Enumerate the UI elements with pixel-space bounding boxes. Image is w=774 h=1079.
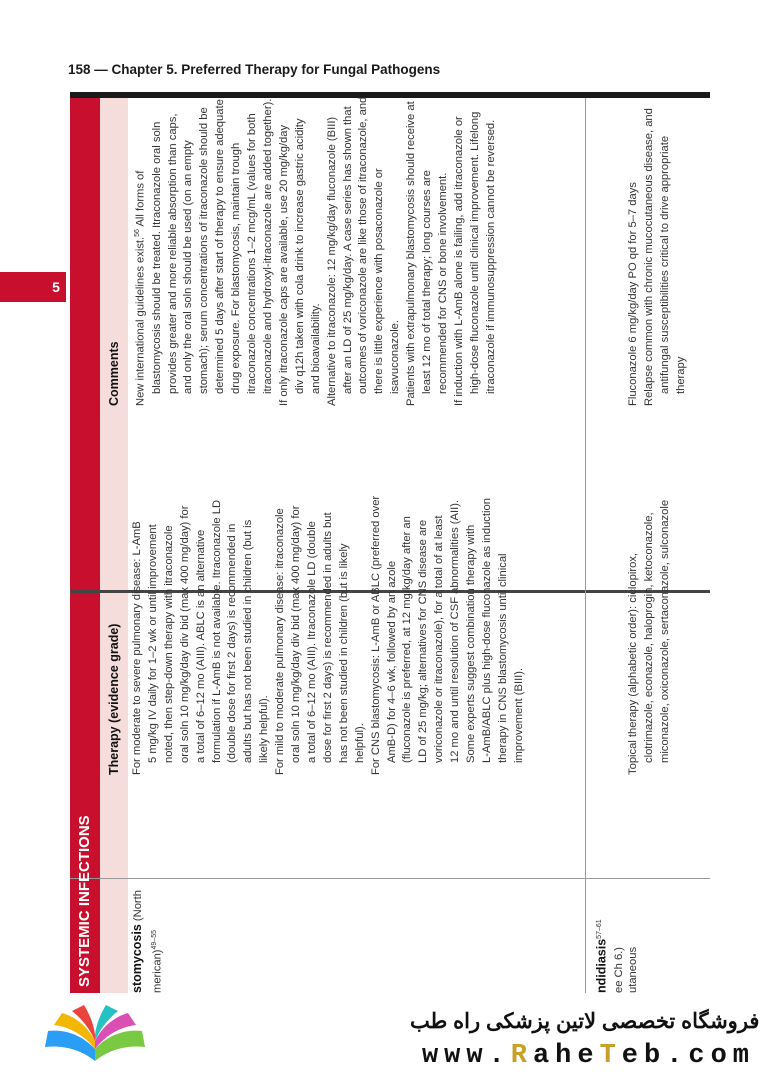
therapy-line: For CNS blastomycosis: L-AmB or ABLC (preferred over (369, 495, 382, 775)
blasto-name-line2: merican) (151, 949, 164, 993)
therapy-line: For moderate to severe pulmonary disease: L-AmB (131, 521, 143, 775)
comments-line: Alternative to itraconazole: 12 mg/kg/day fluconazole (BIII) (325, 116, 338, 406)
comments-line: high-dose fluconazole until clinical improvement. Lifelong (468, 111, 481, 394)
therapy-line: formulation if L-AmB is not available. Itraconazole LD (210, 499, 223, 763)
shop-name: فروشگاه تخصصی لاتین پزشکی راه طب (410, 1010, 760, 1033)
therapy-line: noted, then step-down therapy with itraconazole (162, 525, 175, 763)
candida-name: ndidiasis (594, 938, 609, 993)
blastomycosis-therapy-cell (130, 410, 528, 775)
therapy-line: has not been studied in children (but is likely (337, 543, 350, 763)
therapy-line: 5 mg/kg IV daily for 1–2 wk or until improvement (146, 524, 159, 763)
blasto-name: stomycosis (130, 924, 144, 993)
comments-line: recommended for CNS or bone involvement. (436, 172, 449, 394)
therapy-line: improvement (BIII). (512, 667, 525, 763)
comments-line: blastomycosis should be treated. Itraconazole oral soln (150, 121, 163, 394)
comments-line: after an LD of 25 mg/kg/day. A case series has shown that (341, 106, 354, 394)
comments-line: provides greater and more reliable absorption than caps, (166, 113, 179, 394)
rotated-table (70, 98, 710, 993)
candida-refs: 57–61 (596, 919, 603, 939)
comments-line: least 12 mo of total therapy; long courses are (421, 170, 434, 394)
comments-ref: 56 (134, 229, 141, 237)
cutaneous-name: utaneous (627, 946, 639, 993)
therapy-line: (fluconazole is preferred, at 12 mg/kg/day after an (401, 516, 414, 763)
therapy-line: helpful). (353, 723, 366, 763)
blasto-refs: 49–55 (150, 930, 158, 950)
therapy-line: AmB-D) for 4–6 wk, followed by an azole (385, 560, 398, 763)
candidiasis-name-cell (592, 783, 628, 993)
comments-line: therapy (674, 356, 687, 394)
therapy-line: therapy in CNS blastomycosis until clinical (496, 553, 509, 763)
comments-line: and only the oral soln should be used (on an empty (182, 140, 195, 394)
comments-line: div q12h taken with cola drink to increase gastric acidity (293, 118, 306, 394)
comments-line: drug exposure. For blastomycosis, maintain trough (230, 142, 243, 394)
comments-line: Fluconazole 6 mg/kg/day PO qd for 5–7 days (627, 182, 639, 406)
therapy-line: a total of 6–12 mo (AIII). Itraconazole LD (double (305, 521, 318, 763)
watermark-footer (0, 993, 774, 1079)
comments-line: there is little experience with posaconazole or (373, 168, 386, 394)
comments-line: itraconazole and hydroxyl-itraconazole are added together). (261, 98, 274, 394)
therapy-line: clotrimazole, econazole, haloprogin, ketoconazole, (642, 512, 655, 763)
therapy-line: voriconazole or itraconazole), for a total of at least (433, 515, 446, 763)
blasto-name-suffix: (North (132, 890, 144, 925)
therapy-line: For mild to moderate pulmonary disease: itraconazole (274, 508, 287, 775)
header-comments: Comments (107, 341, 121, 406)
comments-line: Relapse common with chronic mucocutaneous disease, and (642, 108, 655, 406)
chapter-tab-number: 5 (52, 279, 60, 295)
comments-line-tail: All forms of (134, 170, 147, 230)
therapy-line: oral soln 10 mg/kg/day div bid (max 400 mg/day) for (290, 505, 303, 763)
header-therapy: Therapy (evidence grade) (107, 623, 121, 775)
cutaneous-therapy-cell (626, 410, 674, 775)
url-suffix: .com (666, 1041, 755, 1071)
url-ahe: ahe (532, 1041, 600, 1071)
comments-line: antifungal susceptibilities critical to drive appropriate (658, 135, 671, 394)
comments-line: stomach); serum concentrations of itraconazole should be (198, 107, 211, 394)
therapy-line: 12 mo and until resolution of CSF abnormalities (AII). (449, 499, 462, 763)
comments-line: If induction with L-AmB alone is failing, add itraconazole or (452, 116, 465, 406)
therapy-line: a total of 6–12 mo (AIII). ABLC is an alternative (194, 529, 207, 763)
comments-line: determined 5 days after start of therapy to ensure adequate (214, 99, 227, 394)
therapy-line: miconazole, oxiconazole, sertaconazole, sulconazole (658, 499, 671, 763)
therapy-line: oral soln 10 mg/kg/day div bid (max 400 mg/day) for (178, 505, 191, 763)
url-eb: eb (621, 1041, 667, 1071)
therapy-line: LD of 25 mg/kg; alternatives for CNS disease are (417, 519, 430, 763)
comments-line: itraconazole concentrations 1–2 mcg/mL (values for both (246, 113, 259, 394)
section-title: SYSTEMIC INFECTIONS (76, 815, 93, 987)
therapy-line: Topical therapy (alphabetic order): ciclopirox, (627, 553, 639, 775)
url-letter-r: R (510, 1041, 533, 1071)
cutaneous-name-cell (626, 783, 642, 993)
comments-line: isavuconazole. (389, 319, 402, 394)
comments-line: Patients with extrapulmonary blastomycosis should receive at (405, 101, 418, 406)
therapy-line: adults but has not been studied in children (but is (242, 519, 255, 763)
comments-line: New international guidelines exist. (134, 236, 147, 406)
therapy-line: (double dose for first 2 days) is recommended in (226, 523, 239, 763)
therapy-line: Some experts suggest combination therapy with (465, 524, 478, 763)
comments-line: itraconazole if immunosuppression cannot be reversed. (484, 119, 497, 394)
url-letter-t: T (599, 1041, 622, 1071)
shop-url (395, 1041, 755, 1071)
blastomycosis-name-cell (130, 783, 167, 993)
page-header: 158 — Chapter 5. Preferred Therapy for Fungal Pathogens (68, 62, 441, 77)
comments-line: If only itraconazole caps are available, use 20 mg/kg/day (277, 124, 290, 406)
therapy-line: dose for first 2 days) is recommended in adults but (321, 512, 334, 763)
open-book-logo-icon (40, 1001, 150, 1071)
comments-line: and bioavailability. (309, 303, 322, 394)
blastomycosis-comments-cell (130, 96, 500, 406)
therapy-line: L-AmB/ABLC plus high-dose fluconazole as induction (480, 498, 493, 763)
url-prefix: www. (421, 1041, 511, 1071)
candida-note: ee Ch 6.) (612, 946, 625, 993)
comments-line: outcomes of voriconazole are like those of itraconazole, and (357, 96, 370, 394)
therapy-line: likely helpful). (258, 695, 271, 763)
cutaneous-comments-cell (626, 106, 690, 406)
